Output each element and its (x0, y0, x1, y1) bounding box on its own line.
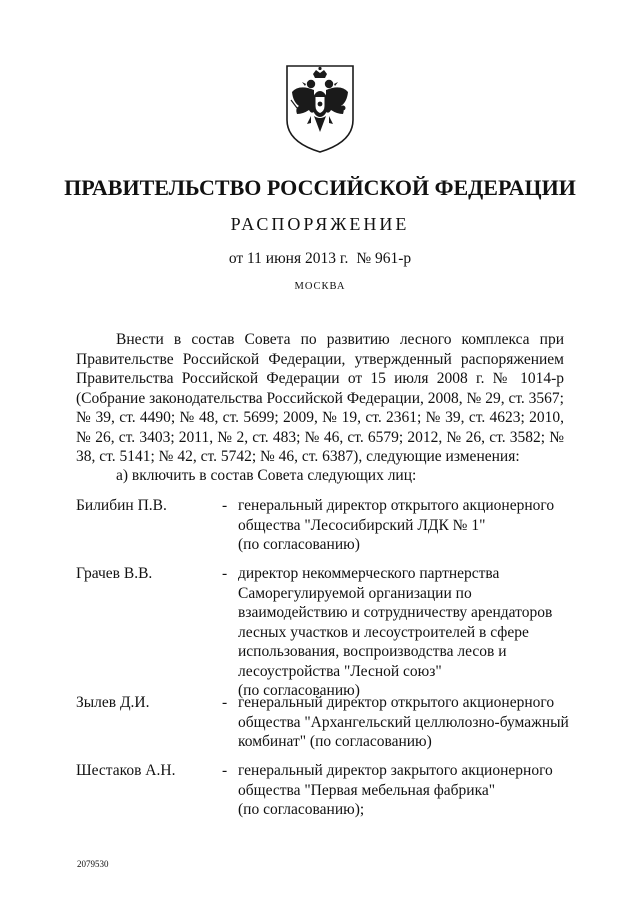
member-role-line: взаимодействию и сотрудничеству арендаторов (238, 604, 553, 621)
member-entry (76, 761, 566, 829)
intro-paragraph: Внести в состав Совета по развитию лесного комплекса при Правительстве Российской Федерации, утвержденный распоряжением Правительства Российской Федерации от 15 июля 2008 г. № 1014-р (Собрание законодательства Российской Федерации, 2008, № 29, ст. 3567; № 39, ст. 4490; № 48, ст. 5699; 2009, № 19, ст. 2361; № 39, ст. 4623; 2010, № 26, ст. 3403; 2011, № 2, ст. 483; № 46, ст. 6579; 2012, № 26, ст. 3582; № 38, ст. 5141; № 42, ст. 5742; № 46, ст. 6387), следующие изменения: (76, 331, 564, 465)
member-role (238, 564, 566, 701)
member-list (76, 496, 569, 829)
member-role-line: общества "Архангельский целлюлозно-бумажный (238, 713, 569, 731)
member-name: Шестаков А.Н. (76, 762, 176, 779)
document-city: МОСКВА (294, 281, 346, 292)
member-role-line: лесных участков и лесоустроителей в сфере (238, 623, 529, 641)
member-entry (76, 564, 566, 699)
member-dash: - (222, 694, 228, 711)
member-role-line: общества "Лесосибирский ЛДК № 1" (238, 516, 486, 534)
member-role-line: директор некоммерческого партнерства (238, 565, 500, 582)
member-role-line: общества "Первая мебельная фабрика" (238, 781, 496, 799)
member-role-line: использования, воспроизводства лесов и (238, 643, 507, 660)
item-a: а) включить в состав Совета следующих лиц: (116, 467, 417, 484)
document-date: от 11 июня 2013 г. (228, 250, 349, 267)
government-title: ПРАВИТЕЛЬСТВО РОССИЙСКОЙ ФЕДЕРАЦИИ (64, 175, 576, 200)
member-name: Зылев Д.И. (76, 694, 150, 711)
member-role-line: (по согласованию) (238, 682, 360, 699)
member-role-line: генеральный директор открытого акционерного (238, 694, 555, 711)
member-role (238, 693, 569, 752)
member-role-line: (по согласованию) (238, 536, 360, 553)
member-name: Билибин П.В. (76, 497, 167, 514)
member-role (238, 761, 566, 820)
member-dash: - (222, 762, 228, 779)
member-role-line: Саморегулируемой организации по (238, 584, 472, 602)
member-role-line: комбинат" (по согласованию) (238, 733, 432, 750)
coat-of-arms-icon (283, 62, 357, 154)
document-code: 2079530 (77, 859, 109, 869)
document-type: РАСПОРЯЖЕНИЕ (230, 214, 410, 234)
member-role-line: генеральный директор закрытого акционерного (238, 762, 553, 779)
member-dash: - (222, 565, 228, 582)
document-number: № 961-р (356, 250, 412, 267)
member-role-line: генеральный директор открытого акционерного (238, 497, 555, 514)
document-date-line (40, 249, 600, 269)
member-role (238, 496, 566, 555)
member-entry (76, 496, 566, 564)
member-entry (76, 693, 569, 761)
member-name: Грачев В.В. (76, 565, 153, 582)
member-dash: - (222, 497, 228, 514)
member-role-line: лесоустройства "Лесной союз" (238, 662, 442, 680)
member-role-line: (по согласованию); (238, 801, 365, 818)
